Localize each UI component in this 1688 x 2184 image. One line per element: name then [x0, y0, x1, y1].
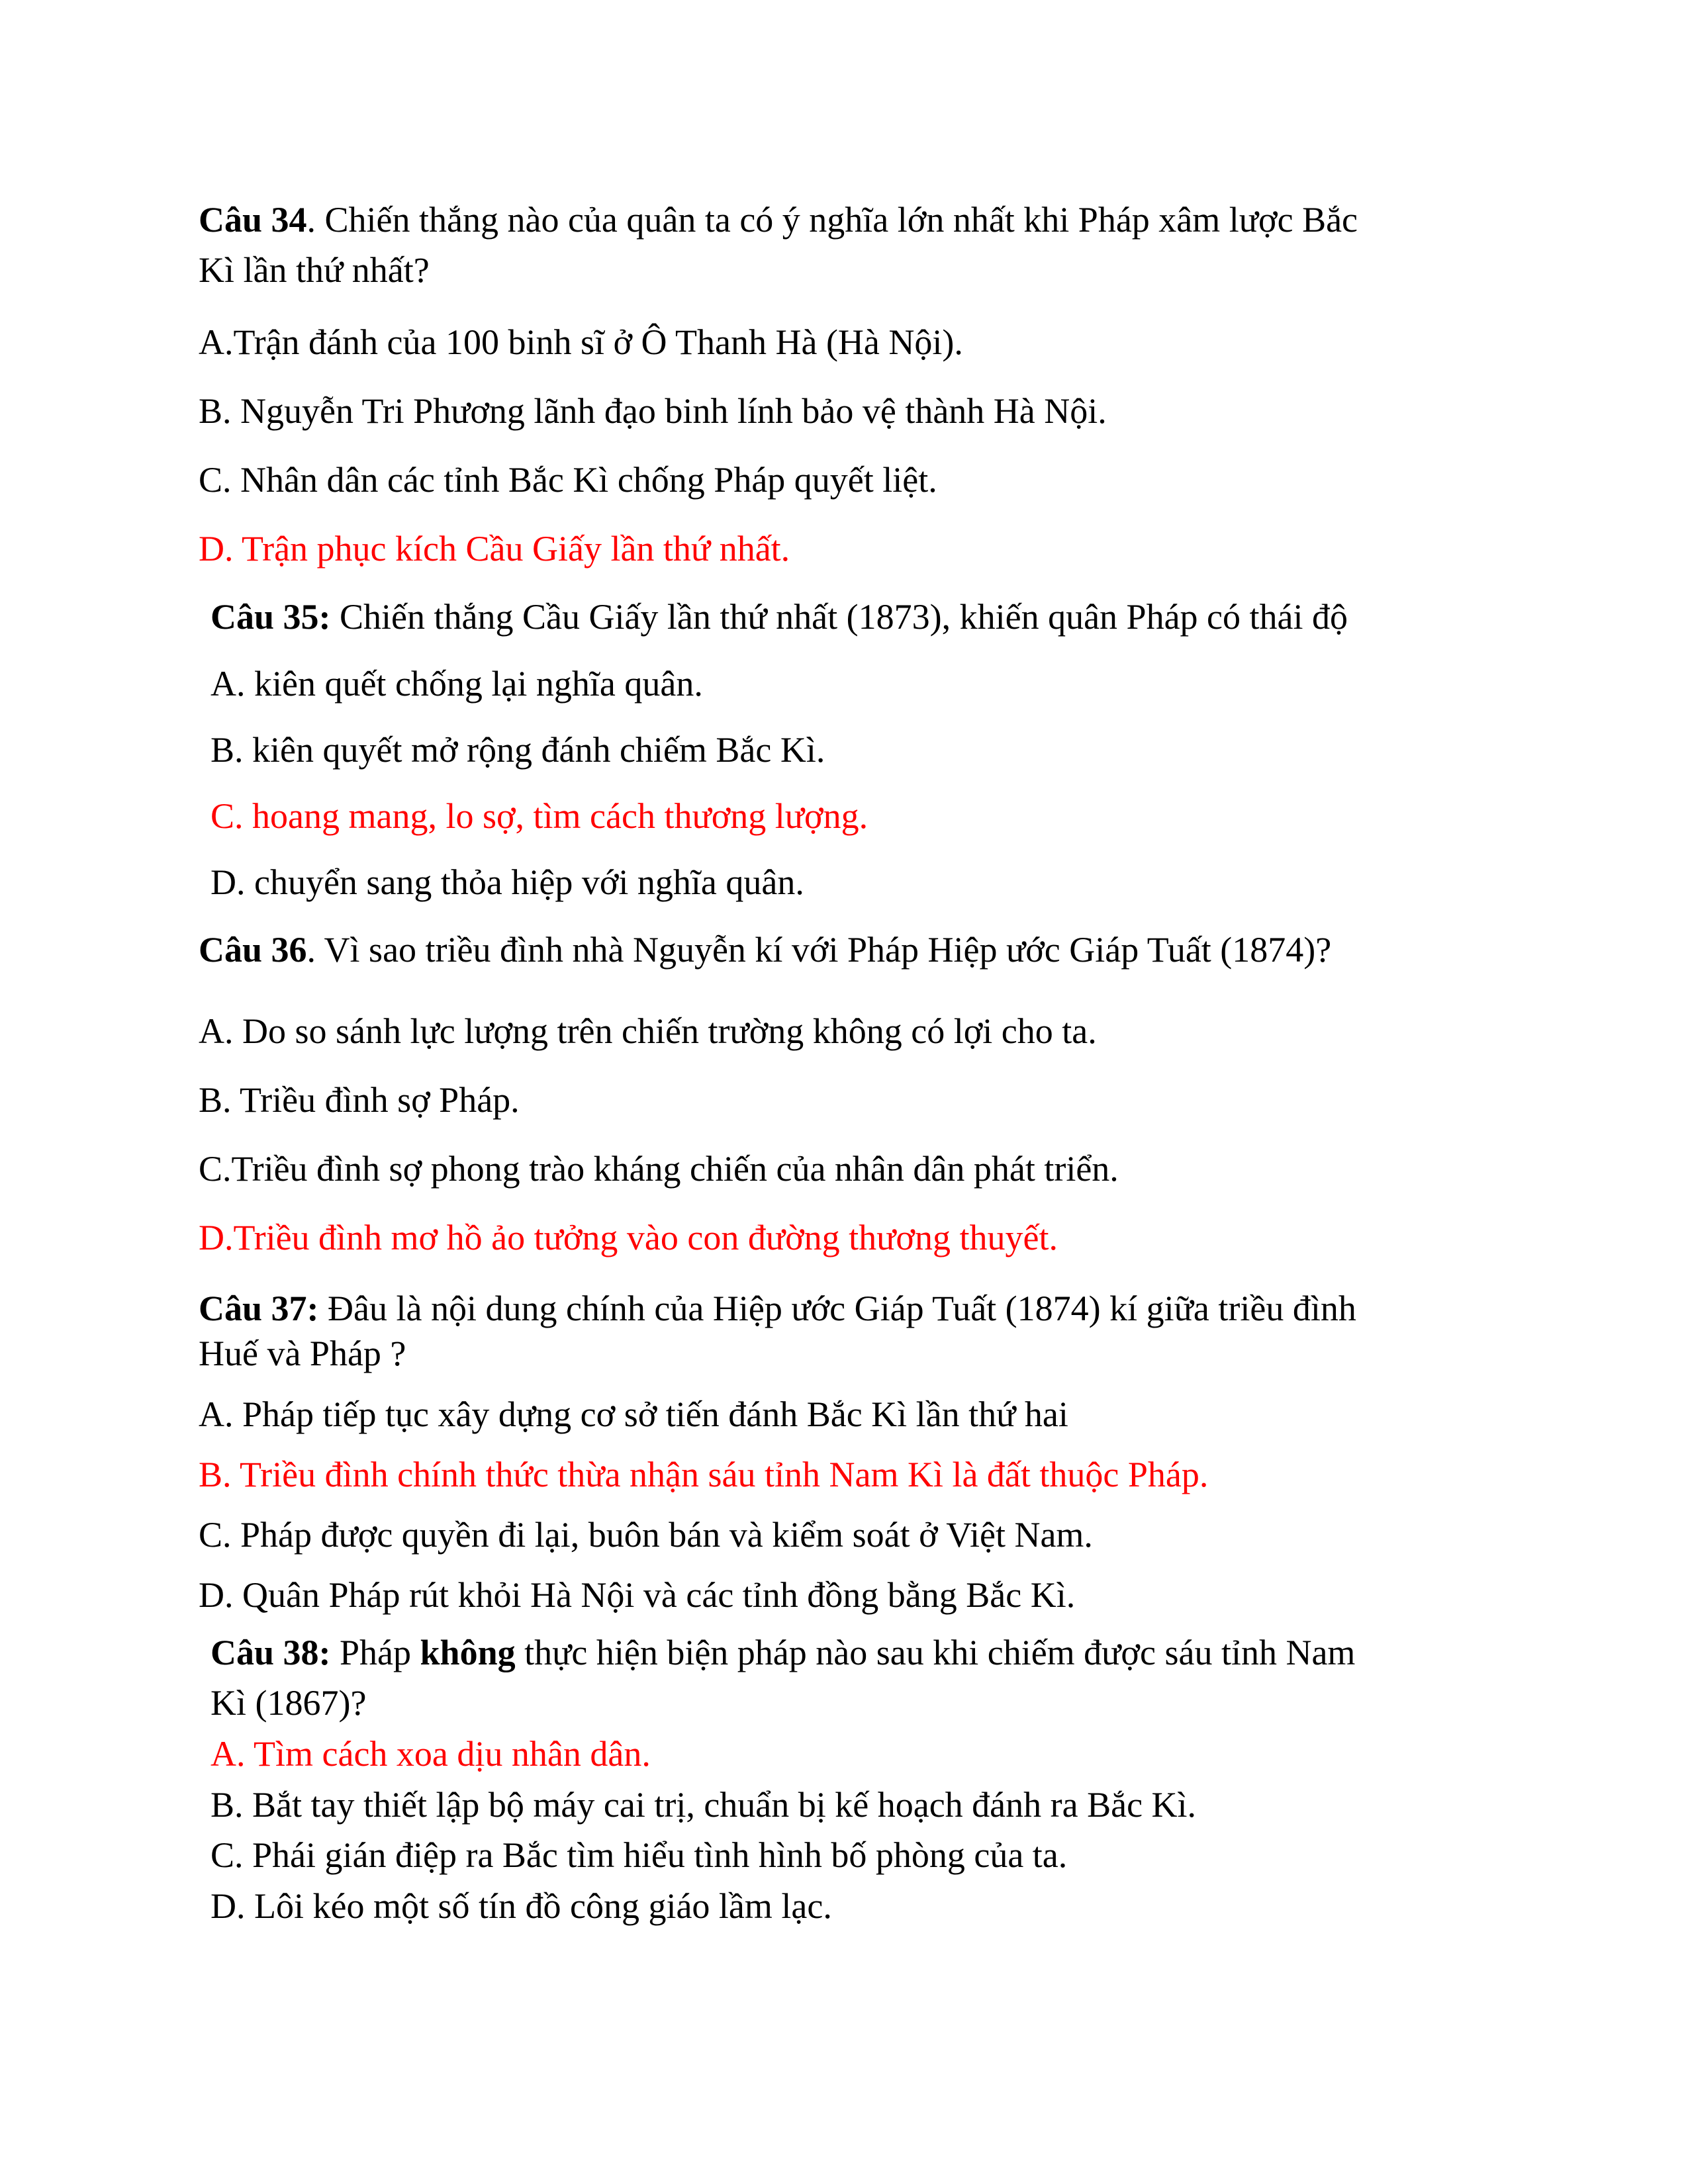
question-35-option-b: B. kiên quyết mở rộng đánh chiếm Bắc Kì. — [211, 730, 825, 770]
question-37-option-c: C. Pháp được quyền đi lại, buôn bán và kiểm soát ở Việt Nam. — [199, 1515, 1093, 1555]
question-37-stem-line-2: Huế và Pháp ? — [199, 1334, 406, 1373]
question-37-label: Câu 37: — [199, 1289, 319, 1328]
question-34-stem-text: . Chiến thắng nào của quân ta có ý nghĩa lớn nhất khi Pháp xâm lược Bắc — [306, 200, 1358, 240]
question-35-stem-text: Chiến thắng Cầu Giấy lần thứ nhất (1873), khiến quân Pháp có thái độ — [330, 597, 1348, 637]
question-36-option-a: A. Do so sánh lực lượng trên chiến trường không có lợi cho ta. — [199, 1011, 1097, 1051]
question-36-option-c: C.Triều đình sợ phong trào kháng chiến của nhân dân phát triển. — [199, 1149, 1119, 1189]
question-37-option-a: A. Pháp tiếp tục xây dựng cơ sở tiến đánh Bắc Kì lần thứ hai — [199, 1394, 1068, 1434]
question-38-label: Câu 38: — [211, 1633, 331, 1672]
question-38-stem-emphasis: không — [420, 1633, 516, 1672]
question-38-option-d: D. Lôi kéo một số tín đồ công giáo lầm lạc. — [211, 1886, 832, 1926]
question-34-option-d-correct: D. Trận phục kích Cầu Giấy lần thứ nhất. — [199, 529, 790, 569]
question-38-option-c: C. Phái gián điệp ra Bắc tìm hiểu tình hình bố phòng của ta. — [211, 1835, 1068, 1875]
question-35-label: Câu 35: — [211, 597, 331, 637]
question-38-stem-line-1 — [211, 1631, 1355, 1674]
question-35-option-c-correct: C. hoang mang, lo sợ, tìm cách thương lượng. — [211, 796, 868, 836]
question-38-option-b: B. Bắt tay thiết lập bộ máy cai trị, chuẩn bị kế hoạch đánh ra Bắc Kì. — [211, 1785, 1197, 1825]
question-35-option-a: A. kiên quết chống lại nghĩa quân. — [211, 664, 703, 704]
question-34-label: Câu 34 — [199, 200, 307, 240]
question-36-option-b: B. Triều đình sợ Pháp. — [199, 1080, 520, 1120]
question-37-option-b-correct: B. Triều đình chính thức thừa nhận sáu tỉnh Nam Kì là đất thuộc Pháp. — [199, 1455, 1209, 1494]
question-38-stem-pre: Pháp — [330, 1633, 420, 1672]
question-38-stem-post: thực hiện biện pháp nào sau khi chiếm được sáu tỉnh Nam — [515, 1633, 1356, 1672]
question-36-stem-line-1 — [199, 929, 1331, 971]
question-34-stem-line-2: Kì lần thứ nhất? — [199, 250, 430, 290]
question-37-stem-text: Đâu là nội dung chính của Hiệp ước Giáp Tuất (1874) kí giữa triều đình — [318, 1289, 1356, 1328]
question-36-label: Câu 36 — [199, 930, 307, 970]
question-36-stem-text: . Vì sao triều đình nhà Nguyễn kí với Pháp Hiệp ước Giáp Tuất (1874)? — [306, 930, 1332, 970]
question-37-stem-line-1 — [199, 1287, 1356, 1330]
question-36-option-d-correct: D.Triều đình mơ hồ ảo tưởng vào con đường thương thuyết. — [199, 1218, 1058, 1257]
question-34-option-b: B. Nguyễn Tri Phương lãnh đạo binh lính bảo vệ thành Hà Nội. — [199, 391, 1107, 431]
question-37-option-d: D. Quân Pháp rút khỏi Hà Nội và các tỉnh đồng bằng Bắc Kì. — [199, 1575, 1076, 1615]
question-35-stem-line-1 — [211, 596, 1348, 638]
question-34-option-c: C. Nhân dân các tỉnh Bắc Kì chống Pháp quyết liệt. — [199, 460, 937, 500]
question-38-option-a-correct: A. Tìm cách xoa dịu nhân dân. — [211, 1734, 651, 1774]
question-34-option-a: A.Trận đánh của 100 binh sĩ ở Ô Thanh Hà (Hà Nội). — [199, 322, 963, 362]
question-35-option-d: D. chuyển sang thỏa hiệp với nghĩa quân. — [211, 862, 804, 902]
question-34-stem-line-1 — [199, 199, 1358, 241]
question-38-stem-line-2: Kì (1867)? — [211, 1683, 367, 1723]
